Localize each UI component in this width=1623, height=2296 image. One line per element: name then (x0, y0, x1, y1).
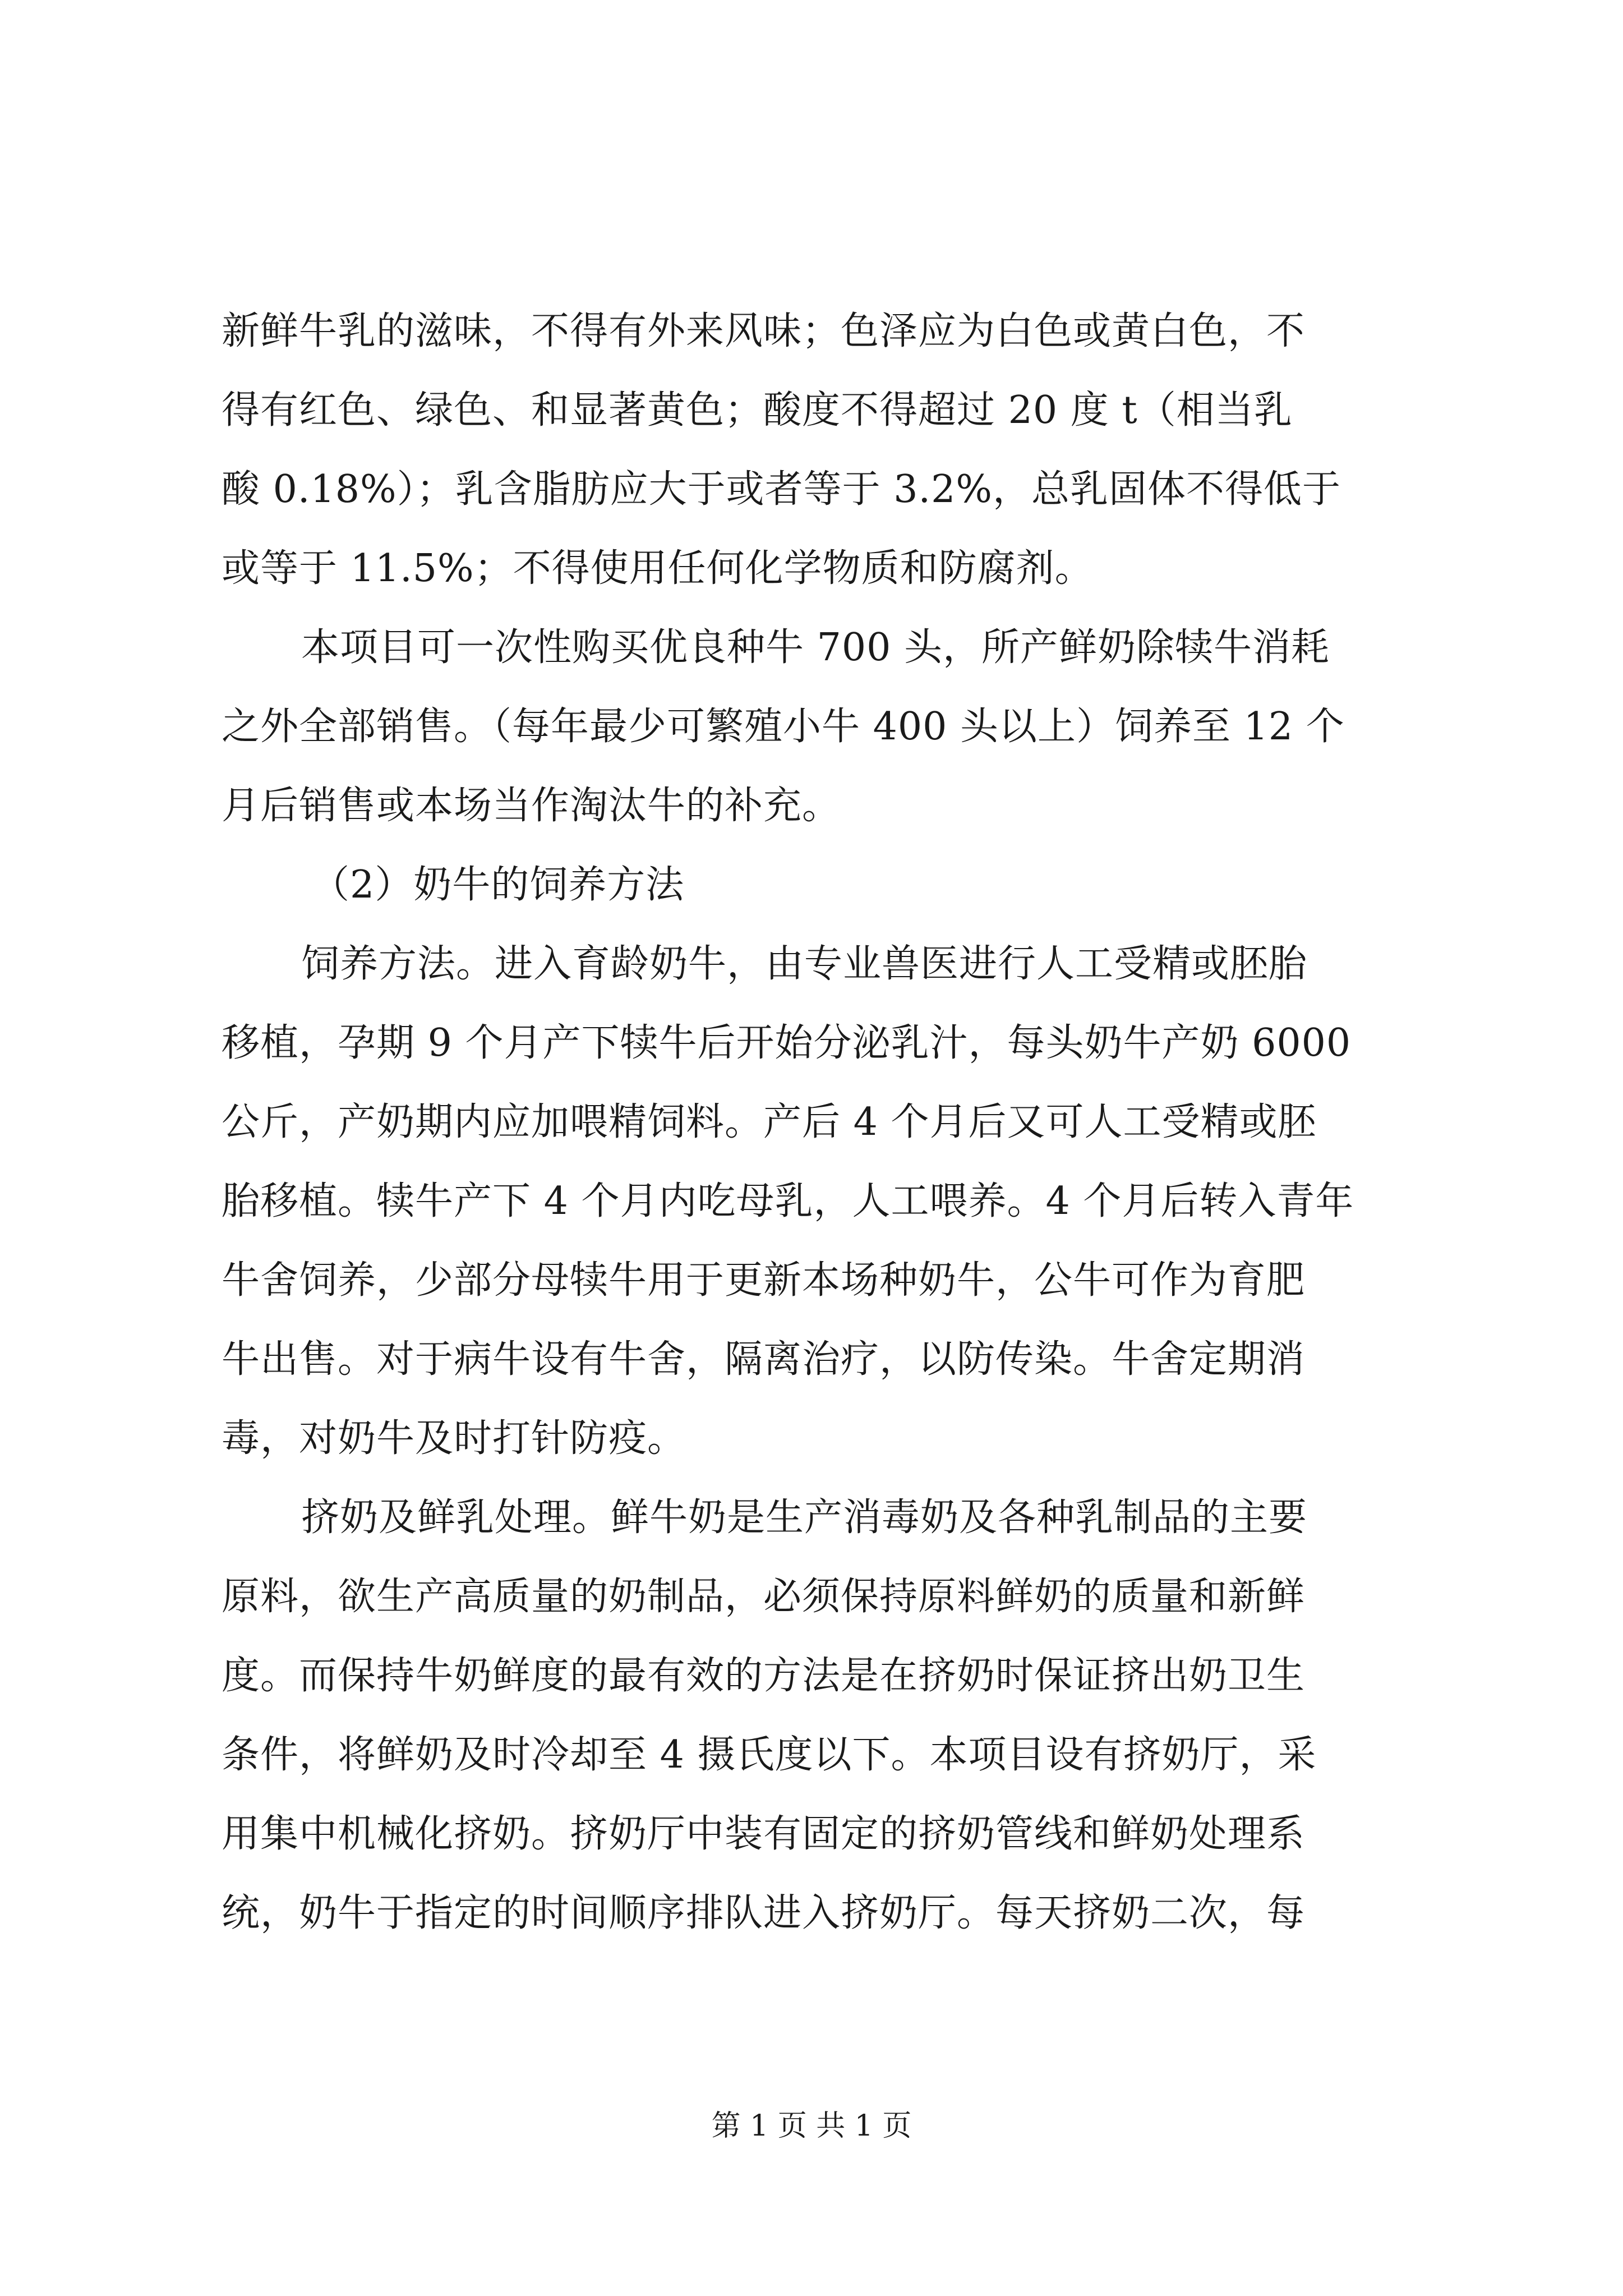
text-line: 条件，将鲜奶及时冷却至 4 摄氏度以下。本项目设有挤奶厅，采 (222, 1733, 1317, 1777)
text-line: 原料，欲生产高质量的奶制品，必须保持原料鲜奶的质量和新鲜 (222, 1575, 1306, 1619)
text-line: 移植，孕期 9 个月产下犊牛后开始分泌乳汁，每头奶牛产奶 6000 (222, 1021, 1352, 1065)
text-line: 或等于 11.5%；不得使用任何化学物质和防腐剂。 (222, 546, 1094, 591)
text-line: 胎移植。犊牛产下 4 个月内吃母乳，人工喂养。4 个月后转入青年 (222, 1179, 1354, 1223)
paragraph-start-line: 本项目可一次性购买优良种牛 700 头，所产鲜奶除犊牛消耗 (301, 625, 1330, 670)
text-line: 用集中机械化挤奶。挤奶厅中装有固定的挤奶管线和鲜奶处理系 (222, 1812, 1306, 1856)
text-line: 度。而保持牛奶鲜度的最有效的方法是在挤奶时保证挤出奶卫生 (222, 1654, 1306, 1698)
paragraph-start-line: 挤奶及鲜乳处理。鲜牛奶是生产消毒奶及各种乳制品的主要 (301, 1496, 1308, 1540)
page-number-footer: 第 1 页 共 1 页 (711, 2109, 912, 2143)
text-line: 公斤，产奶期内应加喂精饲料。产后 4 个月后又可人工受精或胚 (222, 1100, 1317, 1144)
paragraph-start-line: 饲养方法。进入育龄奶牛，由专业兽医进行人工受精或胚胎 (301, 942, 1308, 986)
text-line: 牛舍饲养，少部分母犊牛用于更新本场种奶牛，公牛可作为育肥 (222, 1258, 1306, 1303)
text-line: 之外全部销售。（每年最少可繁殖小牛 400 头以上）饲养至 12 个 (222, 705, 1345, 749)
text-line: 得有红色、绿色、和显著黄色；酸度不得超过 20 度 t（相当乳 (222, 388, 1293, 432)
text-line: 毒，对奶牛及时打针防疫。 (222, 1416, 686, 1461)
text-line: 月后销售或本场当作淘汰牛的补充。 (222, 784, 841, 828)
body-text (222, 292, 1427, 1953)
text-line: 统，奶牛于指定的时间顺序排队进入挤奶厅。每天挤奶二次，每 (222, 1891, 1306, 1935)
text-line: 牛出售。对于病牛设有牛舍，隔离治疗，以防传染。牛舍定期消 (222, 1337, 1306, 1382)
text-line: 酸 0.18%）；乳含脂肪应大于或者等于 3.2%，总乳固体不得低于 (222, 467, 1341, 512)
section-heading: （2）奶牛的饲养方法 (311, 863, 685, 907)
text-line: 新鲜牛乳的滋味，不得有外来风味；色泽应为白色或黄白色，不 (222, 309, 1306, 353)
